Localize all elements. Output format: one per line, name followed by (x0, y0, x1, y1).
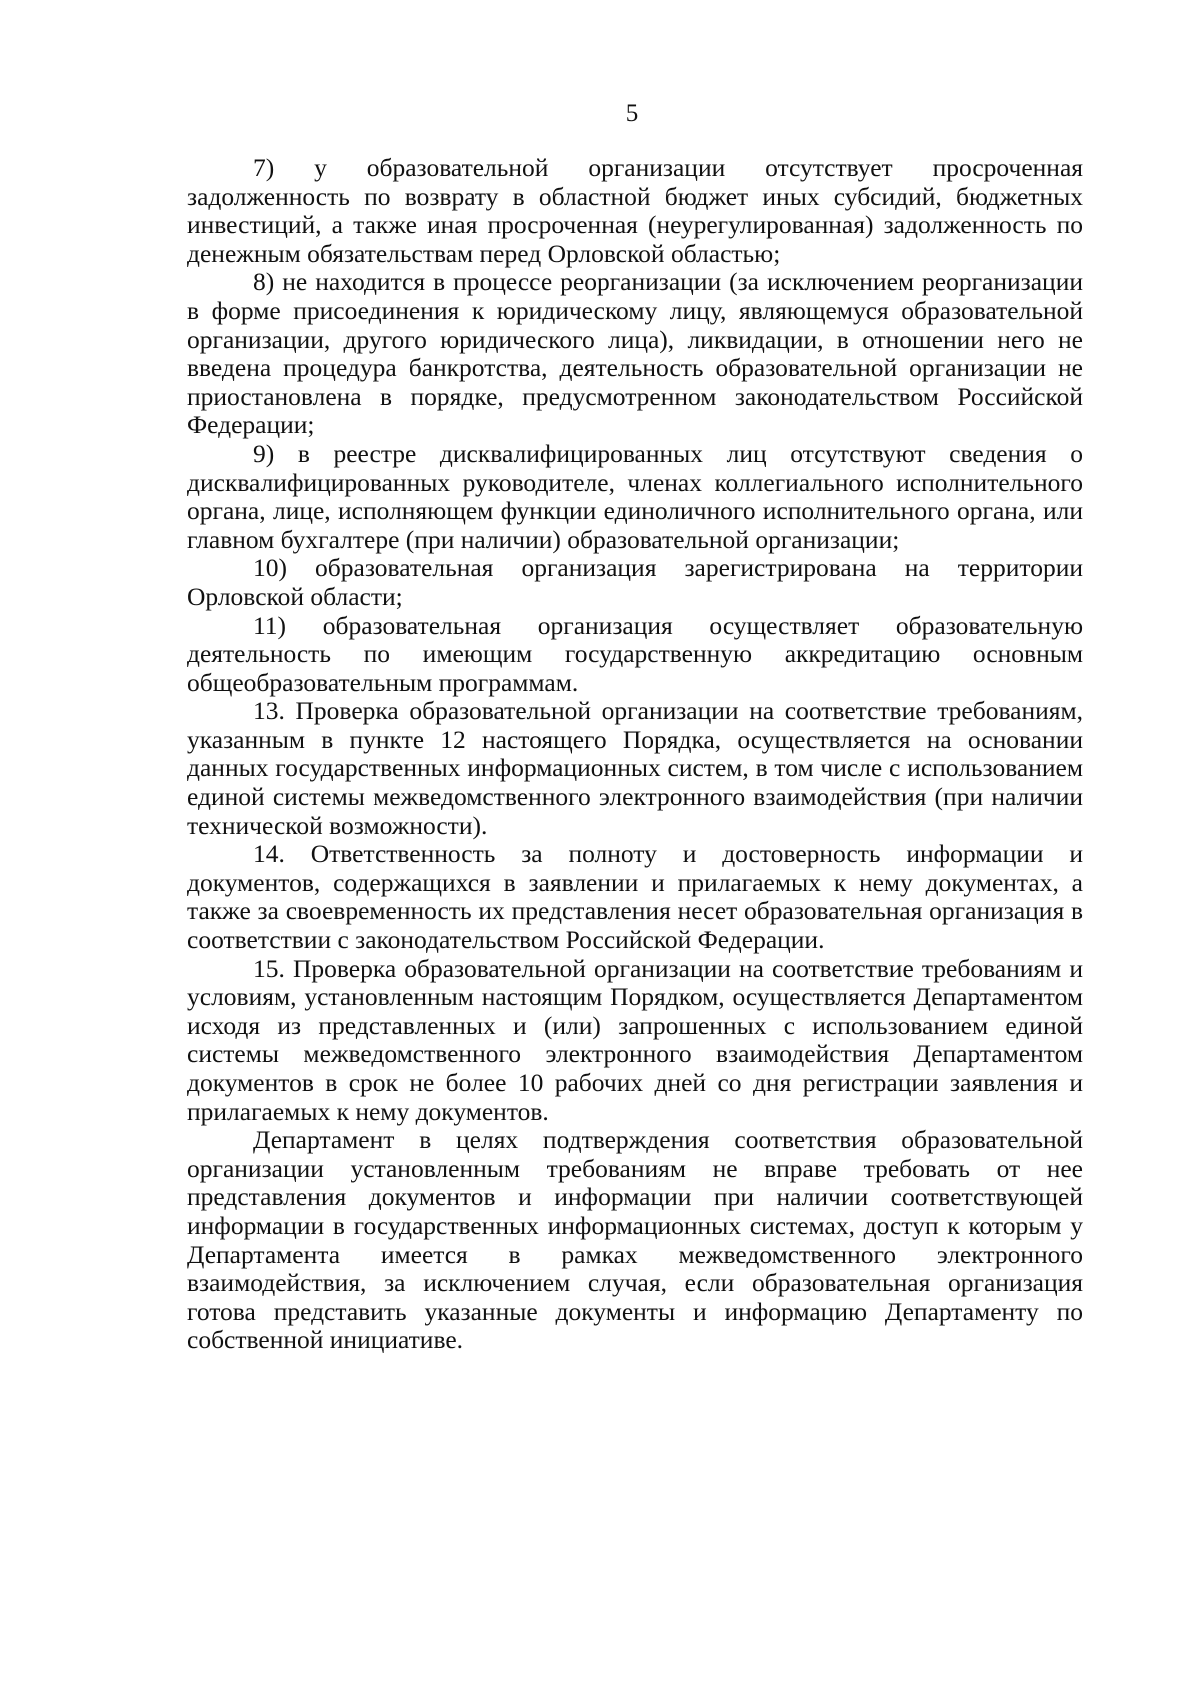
document-body (187, 154, 1083, 1355)
paragraph-department-note: Департамент в целях подтверждения соответствия образовательной организации установленным требованиям не вправе требовать от нее представления документов и информации при наличии соответствующей информации в государственных информационных системах, доступ к которым у Департамента имеется в рамках межведомственного электронного взаимодействия, за исключением случая, если образовательная организация готова представить указанные документы и информацию Департаменту по собственной инициативе. (187, 1125, 1083, 1355)
paragraph-item-7: 7) у образовательной организации отсутствует просроченная задолженность по возврату в областной бюджет иных субсидий, бюджетных инвестиций, а также иная просроченная (неурегулированная) задолженность по денежным обязательствам перед Орловской областью; (187, 153, 1083, 268)
paragraph-clause-14: 14. Ответственность за полноту и достоверность информации и документов, содержащихся в заявлении и прилагаемых к нему документах, а также за своевременность их представления несет образовательная организация в соответствии с законодательством Российской Федерации. (187, 839, 1083, 955)
paragraph-clause-15: 15. Проверка образовательной организации на соответствие требованиям и условиям, установленным настоящим Порядком, осуществляется Департаментом исходя из представленных и (или) запрошенных с использованием единой системы межведомственного электронного взаимодействия Департаментом документов в срок не более 10 рабочих дней со дня регистрации заявления и прилагаемых к нему документов. (187, 953, 1083, 1126)
paragraph-item-9: 9) в реестре дисквалифицированных лиц отсутствуют сведения о дисквалифицированных руководителе, членах коллегиального исполнительного органа, лице, исполняющем функции единоличного исполнительного органа, или главном бухгалтере (при наличии) образовательной организации; (187, 438, 1083, 554)
paragraph-item-11: 11) образовательная организация осуществляет образовательную деятельность по имеющим государственную аккредитацию основным общеобразовательным программам. (187, 610, 1083, 697)
page-number: 5 (625, 100, 639, 127)
paragraph-item-10: 10) образовательная организация зарегистрирована на территории Орловской области; (187, 553, 1083, 611)
paragraph-item-8: 8) не находится в процессе реорганизации (за исключением реорганизации в форме присоединения к юридическому лицу, являющемуся образовательной организации, другого юридического лица), ликвидации, в отношении него не введена процедура банкротства, деятельность образовательной организации не приостановлена в порядке, предусмотренном законодательством Российской Федерации; (187, 267, 1083, 440)
paragraph-clause-13: 13. Проверка образовательной организации на соответствие требованиям, указанным в пункте 12 настоящего Порядка, осуществляется на основании данных государственных информационных систем, в том числе с использованием единой системы межведомственного электронного взаимодействия (при наличии технической возможности). (187, 696, 1083, 840)
